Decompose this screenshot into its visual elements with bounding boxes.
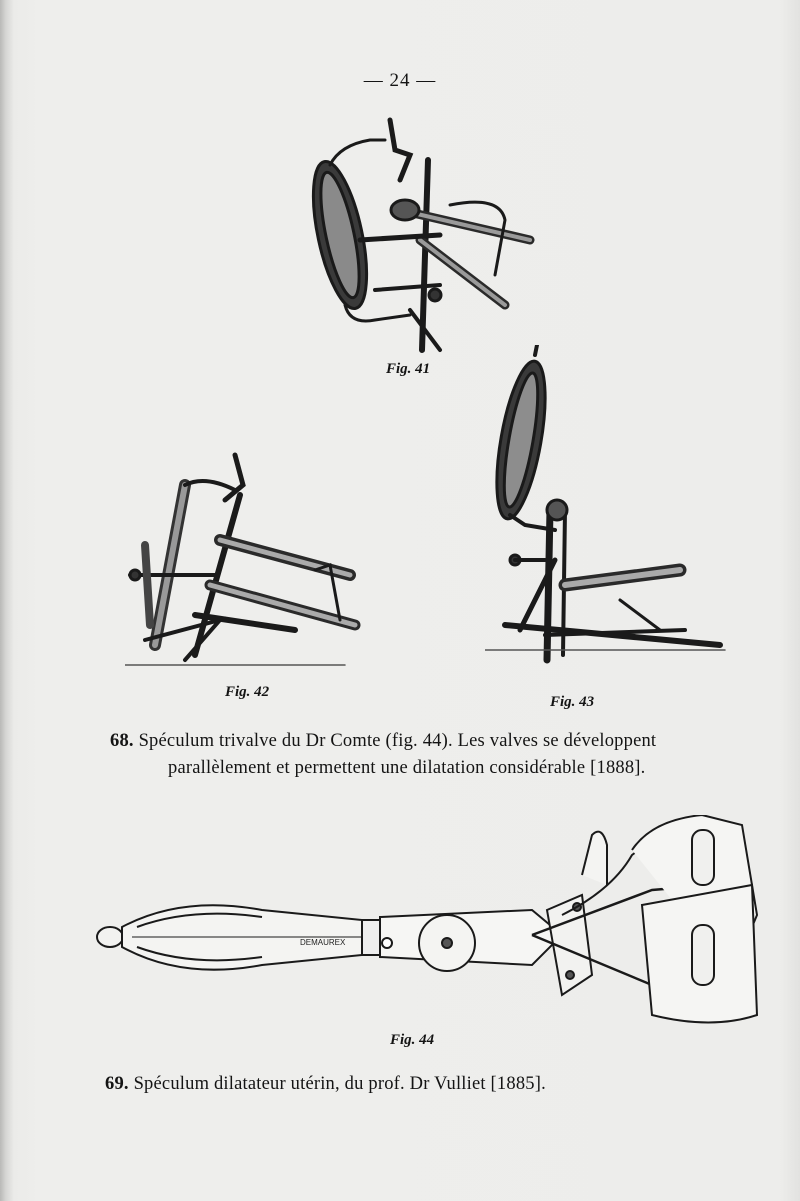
figure-43-caption: Fig. 43: [550, 694, 595, 710]
figure-44-engraved-label: DEMAUREX: [300, 938, 346, 947]
figure-43-illustration: [485, 345, 730, 665]
page-number: — 24 —: [363, 70, 437, 91]
figure-41-illustration: [300, 110, 540, 360]
paragraph-68-line1: Spéculum trivalve du Dr Comte (fig. 44). Les valves se développent: [138, 731, 657, 751]
figure-41-caption: Fig. 41: [386, 361, 431, 377]
paragraph-69-text: Spéculum dilatateur utérin, du prof. Dr Vulliet [1885].: [133, 1074, 546, 1094]
paragraph-68: [110, 728, 750, 782]
figure-42-caption: Fig. 42: [225, 684, 270, 700]
figure-44-caption: Fig. 44: [390, 1032, 435, 1048]
paragraph-68-line2: parallèlement et permettent une dilatation considérable [1888].: [168, 758, 646, 778]
paragraph-69: [105, 1071, 705, 1098]
figure-44-illustration: [92, 815, 764, 1035]
figure-42-illustration: [125, 445, 370, 675]
paragraph-69-number: 69.: [105, 1074, 129, 1094]
paragraph-68-number: 68.: [110, 731, 134, 751]
